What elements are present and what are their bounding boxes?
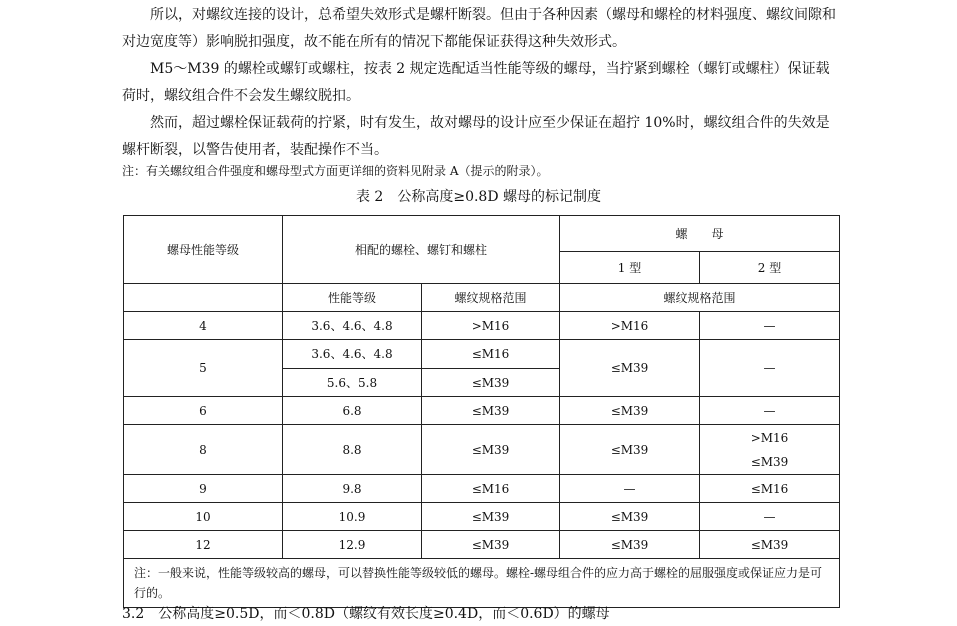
cell-type2: — bbox=[700, 312, 840, 340]
cell-range: ≤M39 bbox=[422, 503, 560, 531]
cell-type2-line2: ≤M39 bbox=[750, 454, 789, 469]
cell-type1: ≤M39 bbox=[560, 425, 700, 475]
cell-range: ≤M39 bbox=[422, 397, 560, 425]
cell-range: ≤M39 bbox=[422, 425, 560, 475]
header-nut-class: 螺母性能等级 bbox=[124, 216, 283, 284]
cell-type2: — bbox=[700, 397, 840, 425]
header-thread-range: 螺纹规格范围 bbox=[422, 284, 560, 312]
cell-range: ≤M39 bbox=[422, 531, 560, 559]
table-note: 注：一般来说，性能等级较高的螺母，可以替换性能等级较低的螺母。螺栓-螺母组合件的应力高于螺栓的屈服强度或保证应力是可行的。 bbox=[124, 559, 840, 608]
paragraph-m5-m39: M5～M39 的螺栓或螺钉或螺柱，按表 2 规定选配适当性能等级的螺母，当拧紧到螺栓（螺钉或螺柱）保证载荷时，螺纹组合件不会发生螺纹脱扣。 bbox=[122, 61, 830, 104]
cell-class: 5 bbox=[124, 340, 283, 397]
cell-type1: — bbox=[560, 475, 700, 503]
cell-range: >M16 bbox=[422, 312, 560, 340]
header-type-2: 2 型 bbox=[700, 252, 840, 284]
table-row bbox=[124, 531, 840, 559]
header-nut: 螺 母 bbox=[560, 216, 840, 252]
paragraph-failure-mode: 所以，对螺纹连接的设计，总希望失效形式是螺杆断裂。但由于各种因素（螺母和螺栓的材料强度、螺纹间隙和对边宽度等）影响脱扣强度，故不能在所有的情况下都能保证获得这种失效形式。 bbox=[122, 7, 836, 50]
cell-grade: 10.9 bbox=[283, 503, 422, 531]
cell-class: 10 bbox=[124, 503, 283, 531]
cell-type2: ≤M39 bbox=[700, 531, 840, 559]
cell-range: ≤M16 bbox=[422, 340, 560, 369]
cell-range: ≤M39 bbox=[422, 369, 560, 397]
table-row bbox=[124, 340, 840, 369]
nut-marking-table bbox=[123, 215, 840, 608]
cell-range: ≤M16 bbox=[422, 475, 560, 503]
cell-class: 4 bbox=[124, 312, 283, 340]
table-row bbox=[124, 397, 840, 425]
cell-class: 12 bbox=[124, 531, 283, 559]
cell-type2-line1: >M16 bbox=[750, 430, 789, 445]
header-type-1: 1 型 bbox=[560, 252, 700, 284]
cell-class: 8 bbox=[124, 425, 283, 475]
cell-type2: — bbox=[700, 340, 840, 397]
cell-type1: ≤M39 bbox=[560, 531, 700, 559]
cell-type1: ≤M39 bbox=[560, 397, 700, 425]
cell-type2 bbox=[700, 425, 840, 475]
table-row bbox=[124, 425, 840, 475]
table-caption: 表 2 公称高度≥0.8D 螺母的标记制度 bbox=[355, 189, 602, 205]
cell-grade: 9.8 bbox=[283, 475, 422, 503]
table-row bbox=[124, 312, 840, 340]
cell-grade: 8.8 bbox=[283, 425, 422, 475]
header-mating-bolts: 相配的螺栓、螺钉和螺柱 bbox=[283, 216, 560, 284]
table-row bbox=[124, 475, 840, 503]
header-nut-thread-range: 螺纹规格范围 bbox=[560, 284, 840, 312]
header-nut-class-cont bbox=[124, 284, 283, 312]
cell-grade: 3.6、4.6、4.8 bbox=[283, 312, 422, 340]
cell-type1: ≤M39 bbox=[560, 340, 700, 397]
cell-grade: 5.6、5.8 bbox=[283, 369, 422, 397]
cell-type2: — bbox=[700, 503, 840, 531]
cell-type1: >M16 bbox=[560, 312, 700, 340]
cell-grade: 12.9 bbox=[283, 531, 422, 559]
paragraph-overtighten: 然而，超过螺栓保证载荷的拧紧，时有发生，故对螺母的设计应至少保证在超拧 10%时，螺纹组合件的失效是螺杆断裂，以警告使用者，装配操作不当。 bbox=[122, 115, 830, 158]
section-heading-3-2: 3.2 公称高度≥0.5D，而＜0.8D（螺纹有效长度≥0.4D，而＜0.6D）的螺母 bbox=[122, 606, 610, 622]
table-row bbox=[124, 503, 840, 531]
annex-note: 注：有关螺纹组合件强度和螺母型式方面更详细的资料见附录 A（提示的附录）。 bbox=[122, 164, 549, 178]
cell-grade: 6.8 bbox=[283, 397, 422, 425]
cell-type2: ≤M16 bbox=[700, 475, 840, 503]
cell-type1: ≤M39 bbox=[560, 503, 700, 531]
cell-class: 9 bbox=[124, 475, 283, 503]
header-property-class: 性能等级 bbox=[283, 284, 422, 312]
cell-class: 6 bbox=[124, 397, 283, 425]
cell-grade: 3.6、4.6、4.8 bbox=[283, 340, 422, 369]
